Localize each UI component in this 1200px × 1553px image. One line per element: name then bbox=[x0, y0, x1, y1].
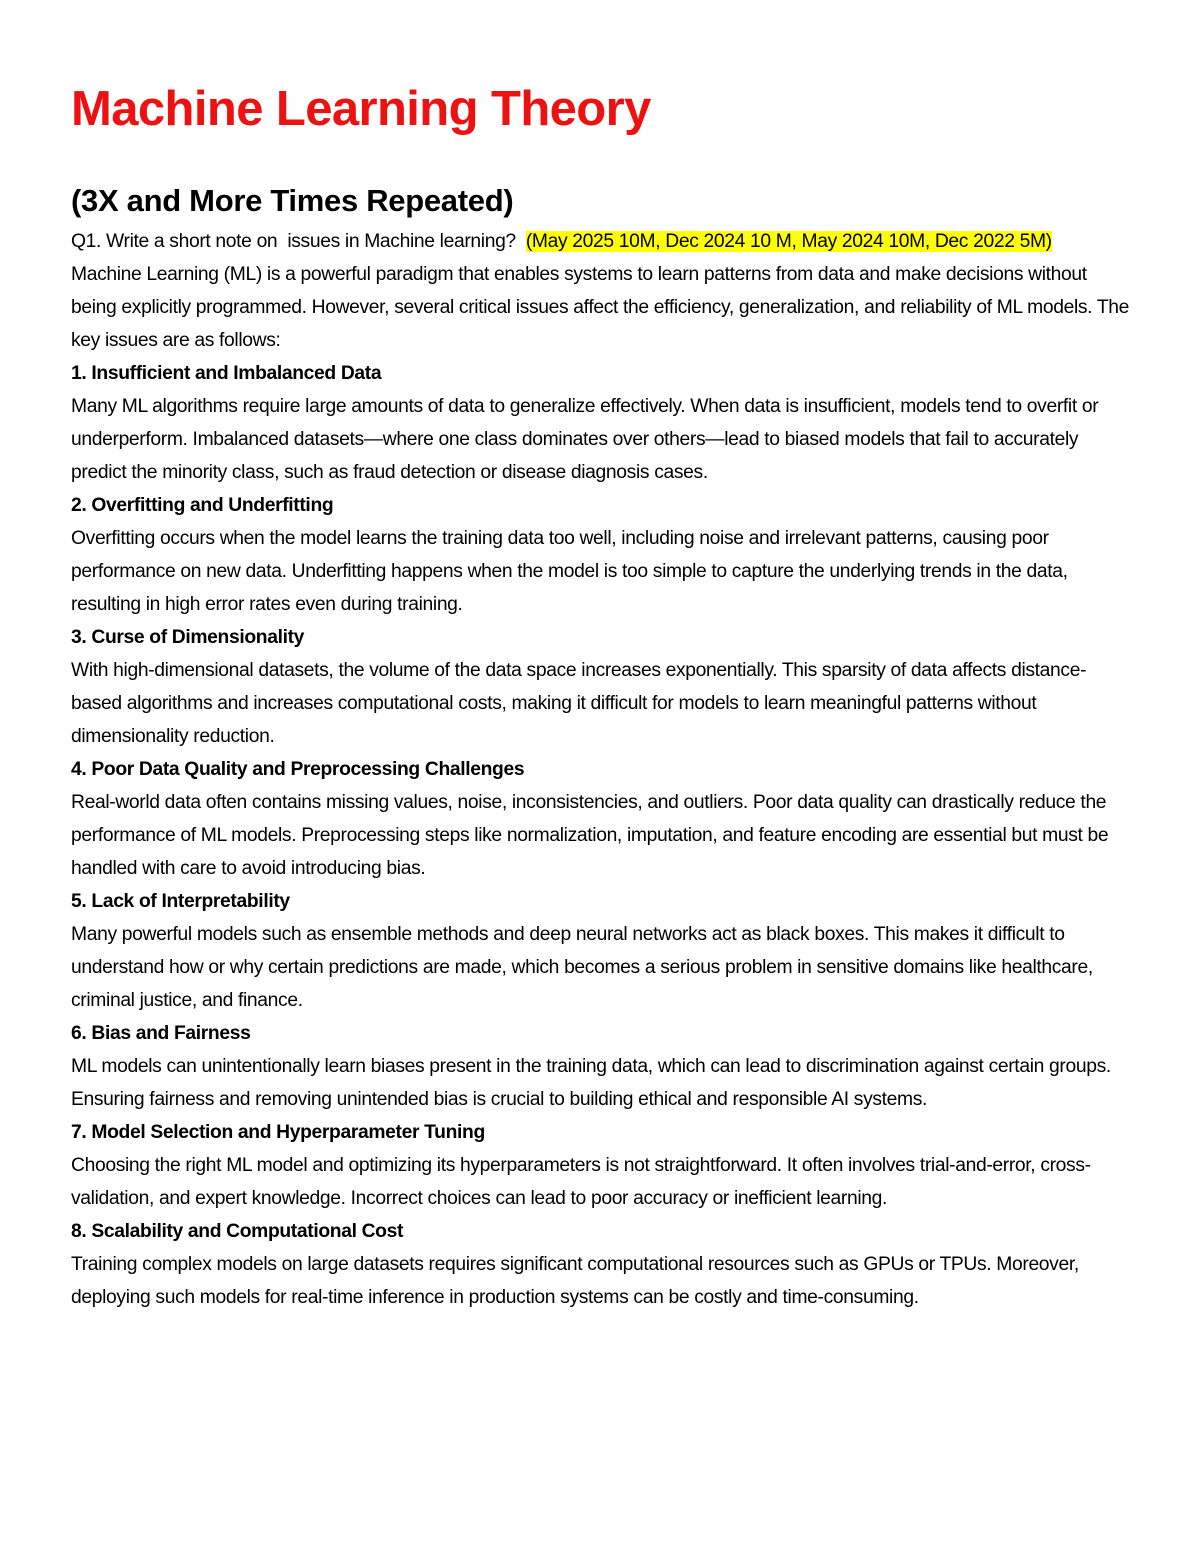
issue-heading: 5. Lack of Interpretability bbox=[71, 891, 290, 912]
issue-4 bbox=[71, 753, 1130, 885]
intro-paragraph: Machine Learning (ML) is a powerful paradigm that enables systems to learn patterns from data and make decisions without being explicitly programmed. However, several critical issues affect the efficiency, generalization, and reliability of ML models. The key issues are as follows: bbox=[71, 264, 1130, 351]
issue-description: Choosing the right ML model and optimizing its hyperparameters is not straightforward. It often involves trial-and-error, cross-validation, and expert knowledge. Incorrect choices can lead to poor accuracy or inefficient learning. bbox=[71, 1155, 1091, 1209]
issue-2 bbox=[71, 489, 1130, 621]
issue-heading: 1. Insufficient and Imbalanced Data bbox=[71, 363, 382, 384]
issue-heading: 7. Model Selection and Hyperparameter Tuning bbox=[71, 1122, 485, 1143]
issue-heading: 4. Poor Data Quality and Preprocessing Challenges bbox=[71, 759, 525, 780]
issue-8 bbox=[71, 1215, 1130, 1314]
issue-description: With high-dimensional datasets, the volume of the data space increases exponentially. This sparsity of data affects distance-based algorithms and increases computational costs, making it difficult for models to learn meaningful patterns without dimensionality reduction. bbox=[71, 660, 1087, 747]
document-body bbox=[71, 225, 1130, 1314]
document-title: Machine Learning Theory bbox=[71, 82, 651, 136]
question-text: Q1. Write a short note on issues in Machine learning? bbox=[71, 231, 526, 252]
issue-5 bbox=[71, 885, 1130, 1017]
issue-description: ML models can unintentionally learn biases present in the training data, which can lead to discrimination against certain groups. Ensuring fairness and removing unintended bias is crucial to building ethical and responsible AI systems. bbox=[71, 1056, 1111, 1110]
marks-highlight: (May 2025 10M, Dec 2024 10 M, May 2024 10M, Dec 2022 5M) bbox=[525, 231, 1052, 252]
issue-description: Real-world data often contains missing values, noise, inconsistencies, and outliers. Poor data quality can drastically reduce the performance of ML models. Preprocessing steps like normalization, imputation, and feature encoding are essential but must be handled with care to avoid introducing bias. bbox=[71, 792, 1109, 879]
issue-3 bbox=[71, 621, 1130, 753]
question-line bbox=[71, 225, 1130, 258]
issue-description: Many ML algorithms require large amounts of data to generalize effectively. When data is insufficient, models tend to overfit or underperform. Imbalanced datasets—where one class dominates over others—lead to biased models that fail to accurately predict the minority class, such as fraud detection or disease diagnosis cases. bbox=[71, 396, 1099, 483]
issue-7 bbox=[71, 1116, 1130, 1215]
issue-heading: 2. Overfitting and Underfitting bbox=[71, 495, 334, 516]
issue-1 bbox=[71, 357, 1130, 489]
issue-heading: 8. Scalability and Computational Cost bbox=[71, 1221, 404, 1242]
issue-description: Training complex models on large datasets requires significant computational resources such as GPUs or TPUs. Moreover, deploying such models for real-time inference in production systems can be costly and time-consuming. bbox=[71, 1254, 1079, 1308]
issue-description: Overfitting occurs when the model learns the training data too well, including noise and irrelevant patterns, causing poor performance on new data. Underfitting happens when the model is too simple to capture the underlying trends in the data, resulting in high error rates even during training. bbox=[71, 528, 1068, 615]
issue-heading: 6. Bias and Fairness bbox=[71, 1023, 251, 1044]
issue-heading: 3. Curse of Dimensionality bbox=[71, 627, 305, 648]
issue-6 bbox=[71, 1017, 1130, 1116]
issue-description: Many powerful models such as ensemble methods and deep neural networks act as black boxes. This makes it difficult to understand how or why certain predictions are made, which becomes a serious problem in sensitive domains like healthcare, criminal justice, and finance. bbox=[71, 924, 1093, 1011]
document-subtitle: (3X and More Times Repeated) bbox=[71, 183, 514, 218]
